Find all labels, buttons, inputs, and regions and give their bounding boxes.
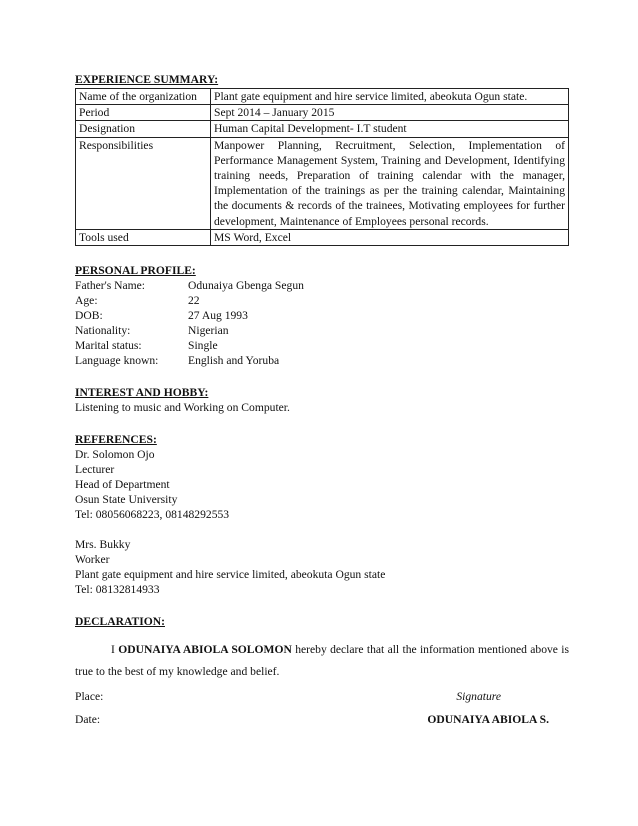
table-row xyxy=(76,89,569,105)
row-label: Designation xyxy=(76,121,211,137)
declaration-text xyxy=(75,639,569,683)
table-row xyxy=(76,105,569,121)
row-label: Period xyxy=(76,105,211,121)
field-label: Age: xyxy=(75,294,98,308)
ref2-role: Worker xyxy=(75,553,110,567)
field-value: English and Yoruba xyxy=(188,354,280,368)
list-item xyxy=(75,323,569,338)
row-value: Human Capital Development- I.T student xyxy=(211,121,569,137)
list-item xyxy=(75,308,569,323)
field-label: Nationality: xyxy=(75,324,131,338)
signer-name: ODUNAIYA ABIOLA S. xyxy=(427,713,549,727)
date-row xyxy=(75,712,569,727)
row-label: Responsibilities xyxy=(76,137,211,229)
ref1-org: Osun State University xyxy=(75,493,178,507)
interest-section xyxy=(75,385,569,415)
ref2-org: Plant gate equipment and hire service limited, abeokuta Ogun state xyxy=(75,568,386,582)
field-value: Odunaiya Gbenga Segun xyxy=(188,279,304,293)
field-value: Single xyxy=(188,339,218,353)
resume-page xyxy=(75,72,569,727)
field-label: DOB: xyxy=(75,309,103,323)
table-row xyxy=(76,229,569,245)
declaration-section xyxy=(75,614,569,727)
field-value: Nigerian xyxy=(188,324,229,338)
interest-text: Listening to music and Working on Computer. xyxy=(75,401,290,415)
list-item xyxy=(75,278,569,293)
ref1-role: Lecturer xyxy=(75,463,115,477)
declarant-name: ODUNAIYA ABIOLA SOLOMON xyxy=(118,643,292,657)
experience-table xyxy=(75,88,569,246)
ref1-name: Dr. Solomon Ojo xyxy=(75,448,155,462)
row-value: MS Word, Excel xyxy=(211,229,569,245)
experience-heading: EXPERIENCE SUMMARY: xyxy=(75,73,219,86)
ref1-position: Head of Department xyxy=(75,478,170,492)
table-row xyxy=(76,137,569,229)
list-item xyxy=(75,293,569,308)
field-label: Language known: xyxy=(75,354,159,368)
signature-label: Signature xyxy=(456,690,501,704)
list-item xyxy=(75,353,569,368)
field-label: Father's Name: xyxy=(75,279,146,293)
list-item xyxy=(75,338,569,353)
declaration-heading: DECLARATION: xyxy=(75,615,165,629)
field-value: 22 xyxy=(188,294,200,308)
ref2-tel: Tel: 08132814933 xyxy=(75,583,160,597)
ref2-name: Mrs. Bukky xyxy=(75,538,131,552)
row-value: Manpower Planning, Recruitment, Selection, Implementation of Performance Management System, Training and Development, Identifying training needs, Preparation of training calendar with the manager, Implementation of the trainings as per the training calendar, Maintaining the documents & records of the trainees, Motivating employees for further development, Maintenance of Employees personal records. xyxy=(211,137,569,229)
place-row xyxy=(75,689,569,704)
declaration-prefix: I xyxy=(111,643,119,657)
ref1-tel: Tel: 08056068223, 08148292553 xyxy=(75,508,230,522)
interest-heading: INTEREST AND HOBBY: xyxy=(75,386,209,400)
row-label: Tools used xyxy=(76,229,211,245)
place-label: Place: xyxy=(75,690,104,704)
personal-heading: PERSONAL PROFILE: xyxy=(75,264,196,278)
declaration-body: hereby declare that all the information mentioned above is true to the best of my knowledge and belief. xyxy=(75,643,569,679)
references-section xyxy=(75,432,569,597)
table-row xyxy=(76,121,569,137)
field-value: 27 Aug 1993 xyxy=(188,309,248,323)
field-label: Marital status: xyxy=(75,339,142,353)
date-label: Date: xyxy=(75,713,101,727)
row-value: Sept 2014 – January 2015 xyxy=(211,105,569,121)
row-value: Plant gate equipment and hire service limited, abeokuta Ogun state. xyxy=(211,89,569,105)
references-heading: REFERENCES: xyxy=(75,433,157,447)
row-label: Name of the organization xyxy=(76,89,211,105)
personal-section xyxy=(75,263,569,368)
